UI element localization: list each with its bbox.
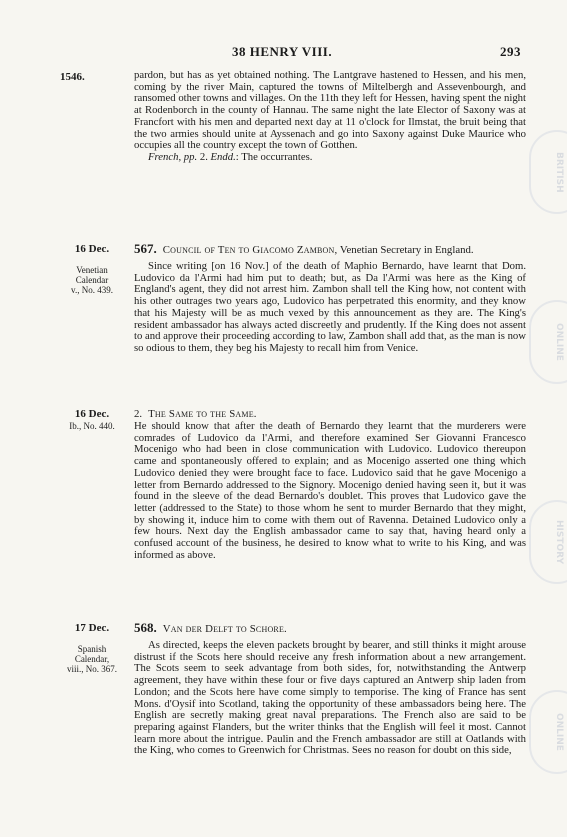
- source-note: French, pp. 2. Endd.: The occurrantes.: [148, 150, 313, 163]
- entry-number: 568.: [134, 620, 157, 635]
- entry-567: [134, 243, 526, 355]
- entry-2: [134, 408, 526, 561]
- watermark-seal: BRITISH: [529, 130, 567, 214]
- entry-title: Van der Delft to Schore.: [162, 623, 287, 635]
- source-ref: viii., No. 367.: [66, 664, 117, 674]
- source-ref: Calendar,: [74, 654, 110, 664]
- entry-heading: [134, 243, 526, 256]
- entry-paragraph: Since writing [on 16 Nov.] of the death of Maphio Bernardo, have learnt that Dom. Ludovico da l'Armi had him put to death; but, as Da l'Armi was here as the King of England's agent, they did not arrest him. Zambon shall tell the King how, not content with his other outrages two years ago, Ludovico has perpetrated this enormity, and they know that his Majesty will be as much vexed by this announcement as they are. The King's resident ambassador has always acted discreetly and prudently. If the King does not assent to and approve their proceeding according to law, Zambon shall add that, as the man is now so odious to them, they beg his Majesty to recall him from Venice.: [134, 260, 526, 354]
- source-ref: Calendar: [75, 275, 109, 285]
- entry-paragraph: He should know that after the death of Bernardo they learnt that the murderers were comrades of Ludovico da l'Armi, and therefore examined Ser Giovanni Francesco Mocenigo who had been in close communication with Ludovico. Ludovico thereupon came and spontaneously offered to explain; and as Mocenigo asserted one thing which Ludovico denied they were brought face to face. Ludovico said that he gave Mocenigo a letter from Bernardo addressed to the Signory. Mocenigo denied having seen it, but it was found in the sleeve of the dead Bernardo's doublet. This proves that Ludovico gave the letter (addressed to the State) to those whom he sent to murder Bernardo that they might, by showing it, induce him to come with them out of Ravenna. Detained Ludovico only a few hours. Next day the English ambassador came to say that, having heard only a confused account of the business, he desired to know what to write to his King, and was informed as above.: [134, 420, 526, 561]
- running-title: 38 HENRY VIII.: [232, 44, 333, 59]
- entry-date: 17 Dec.: [74, 622, 110, 634]
- watermark-seal: ONLINE: [529, 300, 567, 384]
- entry-title-rest: Venetian Secretary in England.: [337, 244, 474, 256]
- continued-text-block: [134, 70, 526, 164]
- entry-title: The Same to the Same.: [148, 408, 257, 420]
- source-ref: Spanish: [77, 644, 107, 654]
- entry-date: 16 Dec.: [74, 243, 110, 255]
- entry-paragraph: As directed, keeps the eleven packets brought by bearer, and still thinks it might arouse distrust if the Scots here should receive any fresh information about a new arrangement. The Scots seem to seek advantage from both sides, for, notwithstanding the Antwerp agreement, they have within these four or five days captured an Antwerp ship laden from London; and the Scots here have come simply to temporise. The king of France has sent Mons. d'Oysif into Scotland, taking the opportunity of these ambassadors being here. The English are secretly making great naval preparations. The French also are said to be preparing against Flanders, but the writer thinks that the English will feel it most. Cannot learn more about the intrigue. Paulin and the French ambassador are still at Oatlands with the King, who comes to Greenwich for Christmas. Sees no reason for doubt on this side,: [134, 639, 526, 757]
- margin-note-567: [58, 243, 126, 295]
- continued-paragraph: pardon, but has as yet obtained nothing. The Lantgrave hastened to Hessen, and his men, coming by the river Main, captured the towns of Miltelbergh and Assevenbourgh, and ransomed other towns and villages. On the 11th they left for Hessen, having spent the night at Rodenborch in the county of Hannau. The same night the late Elector of Saxony was at Francfort with his men and departed next day at 11 o'clock for Ilmstat, the bruit being that the two armies should unite at Ayssenach and go into Saxony against Duke Maurice who occupies all the country except the town of Gotthen.: [134, 69, 526, 152]
- entry-heading: [134, 622, 526, 635]
- running-header: [0, 44, 567, 60]
- watermark-seal: HISTORY: [529, 500, 567, 584]
- entry-date: 16 Dec.: [74, 408, 110, 420]
- entry-number: 2.: [134, 408, 143, 420]
- margin-year: 1546.: [60, 71, 85, 83]
- watermark-seal: ONLINE: [529, 690, 567, 774]
- entry-number: 567.: [134, 241, 157, 256]
- source-ref: v., No. 439.: [71, 285, 113, 295]
- margin-note-568: [58, 622, 126, 674]
- entry-heading: [134, 408, 526, 420]
- margin-note-2: [58, 408, 126, 431]
- source-ref: Ib., No. 440.: [69, 421, 115, 431]
- entry-568: [134, 622, 526, 757]
- page-number: 293: [500, 44, 521, 59]
- entry-title: Council of Ten to Giacomo Zambon,: [162, 244, 338, 256]
- source-ref: Venetian: [76, 265, 108, 275]
